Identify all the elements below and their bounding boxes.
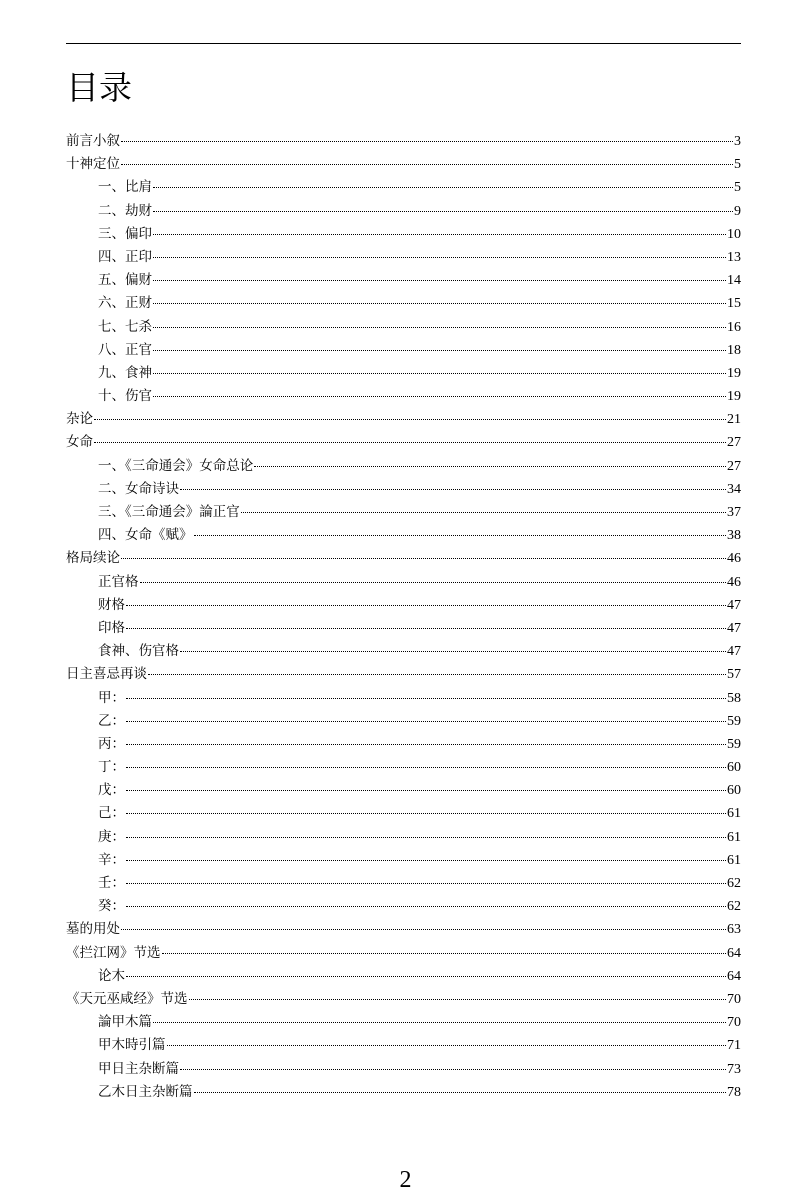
toc-entry-title: 論甲木篇 — [98, 1014, 152, 1031]
toc-entry-page: 27 — [727, 458, 741, 474]
toc-entry-page: 60 — [727, 783, 741, 799]
toc-dot-leader — [126, 813, 726, 814]
toc-dot-leader — [153, 350, 726, 351]
toc-entry-title: 印格 — [98, 619, 125, 636]
toc-dot-leader — [94, 419, 726, 420]
toc-entry-title: 二、劫财 — [98, 202, 152, 219]
toc-entry[interactable] — [66, 478, 741, 501]
toc-entry-page: 13 — [727, 249, 741, 265]
toc-entry-page: 59 — [727, 713, 741, 729]
toc-dot-leader — [153, 396, 726, 397]
toc-entry-title: 乙木日主杂断篇 — [98, 1083, 193, 1100]
toc-entry-page: 71 — [727, 1038, 741, 1054]
toc-entry[interactable] — [66, 153, 741, 176]
toc-entry-title: 六、正财 — [98, 295, 152, 312]
toc-dot-leader — [241, 512, 726, 513]
toc-entry[interactable] — [66, 339, 741, 362]
toc-entry[interactable] — [66, 756, 741, 779]
toc-entry[interactable] — [66, 802, 741, 825]
toc-entry[interactable] — [66, 872, 741, 895]
toc-entry[interactable] — [66, 246, 741, 269]
toc-entry[interactable] — [66, 895, 741, 918]
toc-dot-leader — [180, 1069, 726, 1070]
toc-dot-leader — [189, 999, 727, 1000]
toc-dot-leader — [194, 535, 727, 536]
toc-entry[interactable] — [66, 663, 741, 686]
toc-entry-page: 27 — [727, 435, 741, 451]
toc-entry-title: 女命 — [66, 434, 93, 451]
toc-entry-page: 16 — [727, 319, 741, 335]
toc-entry-page: 19 — [727, 365, 741, 381]
toc-entry-title: 四、女命《赋》 — [98, 527, 193, 544]
toc-entry-title: 癸： — [98, 898, 125, 915]
header-rule — [66, 43, 741, 44]
toc-entry-title: 四、正印 — [98, 248, 152, 265]
toc-entry-page: 61 — [727, 852, 741, 868]
toc-entry-title: 己： — [98, 805, 125, 822]
toc-entry-title: 财格 — [98, 596, 125, 613]
toc-entry[interactable] — [66, 988, 741, 1011]
toc-entry[interactable] — [66, 408, 741, 431]
toc-dot-leader — [121, 929, 726, 930]
toc-dot-leader — [153, 303, 726, 304]
toc-entry-page: 10 — [727, 226, 741, 242]
toc-entry[interactable] — [66, 223, 741, 246]
toc-entry-title: 墓的用处 — [66, 921, 120, 938]
toc-dot-leader — [194, 1092, 727, 1093]
toc-entry-page: 62 — [727, 899, 741, 915]
toc-entry-title: 正官格 — [98, 573, 139, 590]
toc-entry-page: 60 — [727, 760, 741, 776]
toc-entry-title: 乙： — [98, 712, 125, 729]
toc-entry[interactable] — [66, 362, 741, 385]
toc-entry[interactable] — [66, 733, 741, 756]
toc-entry-page: 3 — [734, 134, 741, 149]
toc-entry[interactable] — [66, 571, 741, 594]
toc-entry[interactable] — [66, 617, 741, 640]
toc-entry-title: 格局续论 — [66, 550, 120, 567]
toc-entry-title: 一、比肩 — [98, 179, 152, 196]
toc-entry-page: 57 — [727, 667, 741, 683]
toc-entry[interactable] — [66, 1081, 741, 1104]
toc-entry[interactable] — [66, 1034, 741, 1057]
toc-dot-leader — [126, 744, 726, 745]
toc-dot-leader — [153, 234, 726, 235]
toc-entry[interactable] — [66, 594, 741, 617]
toc-entry-title: 甲日主杂断篇 — [98, 1060, 179, 1077]
toc-entry-page: 46 — [727, 574, 741, 590]
page-title: 目录 — [66, 68, 132, 107]
table-of-contents — [66, 130, 741, 1104]
toc-dot-leader — [121, 141, 733, 142]
toc-dot-leader — [153, 373, 726, 374]
toc-dot-leader — [153, 280, 726, 281]
toc-entry[interactable] — [66, 826, 741, 849]
toc-entry[interactable] — [66, 431, 741, 454]
toc-entry[interactable] — [66, 269, 741, 292]
toc-entry-page: 63 — [727, 922, 741, 938]
toc-entry-title: 三、偏印 — [98, 225, 152, 242]
toc-entry[interactable] — [66, 918, 741, 941]
toc-dot-leader — [126, 837, 726, 838]
toc-entry-page: 47 — [727, 620, 741, 636]
toc-dot-leader — [167, 1045, 727, 1046]
toc-dot-leader — [126, 721, 726, 722]
toc-entry-page: 47 — [727, 597, 741, 613]
toc-entry-title: 食神、伤官格 — [98, 643, 179, 660]
toc-entry[interactable] — [66, 687, 741, 710]
toc-dot-leader — [148, 674, 726, 675]
toc-entry-title: 七、七杀 — [98, 318, 152, 335]
toc-entry-title: 一、《三命通会》女命总论 — [98, 457, 254, 474]
toc-dot-leader — [140, 582, 727, 583]
toc-dot-leader — [254, 466, 726, 467]
toc-entry-title: 十神定位 — [66, 156, 120, 173]
toc-entry-page: 46 — [727, 551, 741, 567]
toc-entry-title: 论木 — [98, 967, 125, 984]
toc-entry[interactable] — [66, 779, 741, 802]
toc-entry-title: 十、伤官 — [98, 388, 152, 405]
page-number: 2 — [399, 1167, 412, 1193]
toc-dot-leader — [153, 327, 726, 328]
toc-entry[interactable] — [66, 849, 741, 872]
toc-entry-title: 日主喜忌再谈 — [66, 666, 147, 683]
toc-entry-title: 杂论 — [66, 411, 93, 428]
toc-dot-leader — [153, 257, 726, 258]
toc-entry-page: 19 — [727, 389, 741, 405]
toc-dot-leader — [126, 976, 726, 977]
toc-entry-page: 58 — [727, 690, 741, 706]
toc-entry[interactable] — [66, 292, 741, 315]
toc-entry-page: 61 — [727, 829, 741, 845]
toc-entry[interactable] — [66, 547, 741, 570]
toc-dot-leader — [126, 698, 726, 699]
toc-entry-title: 三、《三命通会》論正官 — [98, 504, 240, 520]
toc-entry-page: 70 — [727, 991, 741, 1007]
toc-entry-title: 丁： — [98, 759, 125, 776]
toc-entry-title: 庚： — [98, 828, 125, 845]
toc-entry-page: 15 — [727, 296, 741, 312]
toc-entry[interactable] — [66, 455, 741, 478]
toc-entry-page: 37 — [727, 505, 741, 520]
toc-dot-leader — [180, 489, 726, 490]
toc-entry-page: 59 — [727, 736, 741, 752]
toc-entry-page: 62 — [727, 876, 741, 891]
toc-dot-leader — [126, 605, 726, 606]
toc-entry-title: 八、正官 — [98, 341, 152, 358]
toc-entry[interactable] — [66, 965, 741, 988]
toc-entry[interactable] — [66, 316, 741, 339]
toc-entry-page: 18 — [727, 342, 741, 358]
toc-dot-leader — [94, 442, 726, 443]
toc-entry-title: 辛： — [98, 851, 125, 868]
toc-entry-title: 五、偏财 — [98, 272, 152, 289]
toc-entry-page: 38 — [727, 528, 741, 544]
toc-entry-title: 九、食神 — [98, 364, 152, 381]
toc-dot-leader — [153, 1022, 726, 1023]
toc-dot-leader — [126, 883, 726, 884]
toc-entry-title: 丙： — [98, 735, 125, 752]
toc-entry-title: 戊： — [98, 782, 125, 799]
toc-entry-page: 14 — [727, 273, 741, 289]
toc-dot-leader — [126, 860, 726, 861]
toc-dot-leader — [162, 953, 727, 954]
toc-entry-title: 《拦江网》节选 — [66, 944, 161, 961]
toc-entry[interactable] — [66, 710, 741, 733]
toc-dot-leader — [126, 767, 726, 768]
toc-dot-leader — [121, 558, 726, 559]
toc-entry[interactable] — [66, 130, 741, 153]
toc-entry-title: 前言小叙 — [66, 133, 120, 149]
toc-entry-page: 34 — [727, 481, 741, 497]
toc-entry-page: 47 — [727, 644, 741, 660]
toc-entry[interactable] — [66, 942, 741, 965]
toc-entry[interactable] — [66, 385, 741, 408]
toc-entry-title: 《天元巫咸经》节选 — [66, 990, 188, 1007]
toc-entry-title: 甲木時引篇 — [98, 1037, 166, 1054]
toc-dot-leader — [153, 187, 733, 188]
toc-entry-page: 64 — [727, 968, 741, 984]
toc-entry-page: 9 — [734, 203, 741, 219]
toc-dot-leader — [180, 651, 726, 652]
toc-entry-title: 二、女命诗诀 — [98, 480, 179, 497]
toc-entry[interactable] — [66, 524, 741, 547]
toc-dot-leader — [153, 211, 733, 212]
toc-entry[interactable] — [66, 1011, 741, 1034]
toc-dot-leader — [126, 790, 726, 791]
toc-entry[interactable] — [66, 1058, 741, 1081]
toc-entry-title: 甲： — [98, 689, 125, 706]
toc-entry[interactable] — [66, 200, 741, 223]
toc-entry-page: 64 — [727, 945, 741, 961]
toc-entry-page: 21 — [727, 412, 741, 428]
toc-entry-page: 78 — [727, 1084, 741, 1100]
toc-dot-leader — [121, 164, 733, 165]
toc-entry-page: 61 — [727, 806, 741, 822]
toc-entry-page: 70 — [727, 1015, 741, 1031]
toc-entry-page: 5 — [734, 180, 741, 196]
toc-entry-page: 73 — [727, 1061, 741, 1077]
toc-entry[interactable] — [66, 176, 741, 199]
toc-entry[interactable] — [66, 640, 741, 663]
toc-entry[interactable] — [66, 501, 741, 524]
toc-dot-leader — [126, 906, 726, 907]
toc-entry-title: 壬： — [98, 875, 125, 891]
toc-entry-page: 5 — [734, 157, 741, 173]
toc-dot-leader — [126, 628, 726, 629]
